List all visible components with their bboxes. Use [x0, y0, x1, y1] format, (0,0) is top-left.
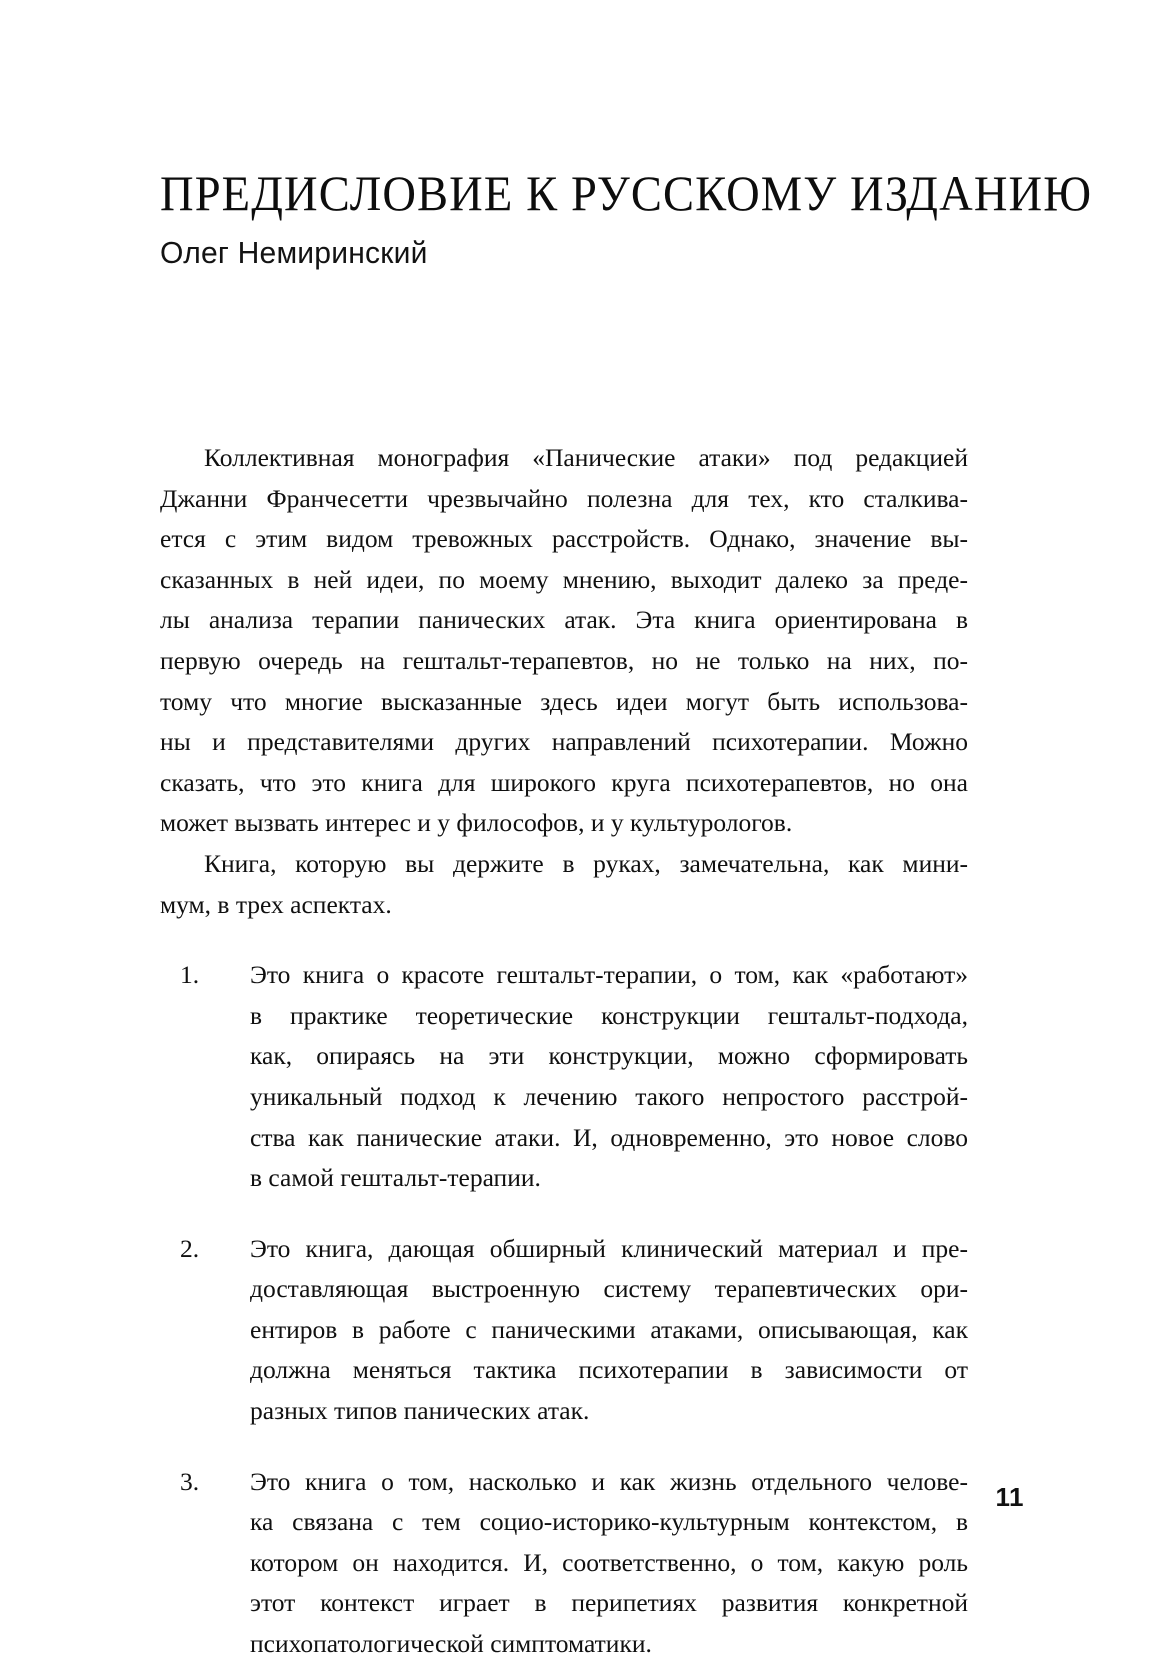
text-line: как, опираясь на эти конструкции, можно сформировать: [250, 1041, 968, 1071]
text-line: ка связана с тем социо-историко-культурным контекстом, в: [250, 1507, 968, 1537]
text-line: ны и представителями других направлений психотерапии. Можно: [160, 727, 968, 757]
chapter-heading: [160, 165, 1093, 270]
list-item-text: [250, 1229, 968, 1432]
text-line: сказанных в ней идеи, по моему мнению, выходит далеко за преде-: [160, 564, 968, 594]
text-line: ентиров в работе с паническими атаками, описывающая, как: [250, 1314, 968, 1344]
text-line: первую очередь на гештальт-терапевтов, но не только на них, по-: [160, 645, 968, 675]
text-line: доставляющая выстроенную систему терапевтических ори-: [250, 1274, 968, 1304]
paragraph-lines: [160, 438, 968, 844]
text-line: разных типов панических атак.: [250, 1396, 590, 1426]
text-line: мум, в трех аспектах.: [160, 889, 392, 919]
numbered-list: [160, 955, 968, 1655]
paragraph-lines: [160, 844, 968, 925]
page-title: ПРЕДИСЛОВИЕ К РУССКОМУ ИЗДАНИЮ: [160, 165, 1093, 221]
author-name: Олег Немиринский: [160, 235, 428, 270]
text-line: психопатологической симптоматики.: [250, 1629, 652, 1655]
paragraph-three-aspects: [160, 844, 968, 925]
list-item-text: [250, 1462, 968, 1655]
list-item-text: [250, 955, 968, 1199]
list-item: [160, 1229, 968, 1432]
text-line: Джанни Франчесетти чрезвычайно полезна для тех, кто сталкива-: [160, 483, 968, 513]
text-line: Это книга о красоте гештальт-терапии, о том, как «работают»: [250, 960, 968, 990]
text-line: сказать, что это книга для широкого круга психотерапевтов, но она: [160, 767, 968, 797]
text-line: лы анализа терапии панических атак. Эта книга ориентирована в: [160, 605, 968, 635]
text-line: в самой гештальт-терапии.: [250, 1163, 541, 1193]
text-line: котором он находится. И, соответственно, о том, какую роль: [250, 1547, 968, 1577]
text-line: ства как панические атаки. И, одновременно, это новое слово: [250, 1122, 968, 1152]
list-item-marker: 2.: [180, 1233, 200, 1263]
page-number: 11: [995, 1482, 1024, 1512]
list-item: [160, 1462, 968, 1655]
paragraph-intro: [160, 438, 968, 844]
text-line: этот контекст играет в перипетиях развития конкретной: [250, 1588, 968, 1618]
list-item: [160, 955, 968, 1199]
text-line: Коллективная монография «Панические атаки» под редакцией: [204, 443, 968, 472]
text-line: Книга, которую вы держите в руках, замечательна, как мини-: [204, 848, 968, 878]
list-item-marker: 3.: [180, 1466, 200, 1496]
text-line: в практике теоретические конструкции гештальт-подхода,: [250, 1000, 968, 1030]
text-line: может вызвать интерес и у философов, и у культурологов.: [160, 808, 793, 838]
body-text-column: [160, 438, 968, 1655]
text-line: должна меняться тактика психотерапии в зависимости от: [250, 1355, 968, 1385]
text-line: Это книга, дающая обширный клинический материал и пре-: [250, 1233, 968, 1263]
text-line: уникальный подход к лечению такого непростого расстрой-: [250, 1081, 968, 1111]
list-item-marker: 1.: [180, 960, 200, 990]
text-line: Это книга о том, насколько и как жизнь отдельного челове-: [250, 1466, 968, 1496]
text-line: ется с этим видом тревожных расстройств. Однако, значение вы-: [160, 524, 968, 554]
text-line: тому что многие высказанные здесь идеи могут быть использова-: [160, 686, 968, 716]
